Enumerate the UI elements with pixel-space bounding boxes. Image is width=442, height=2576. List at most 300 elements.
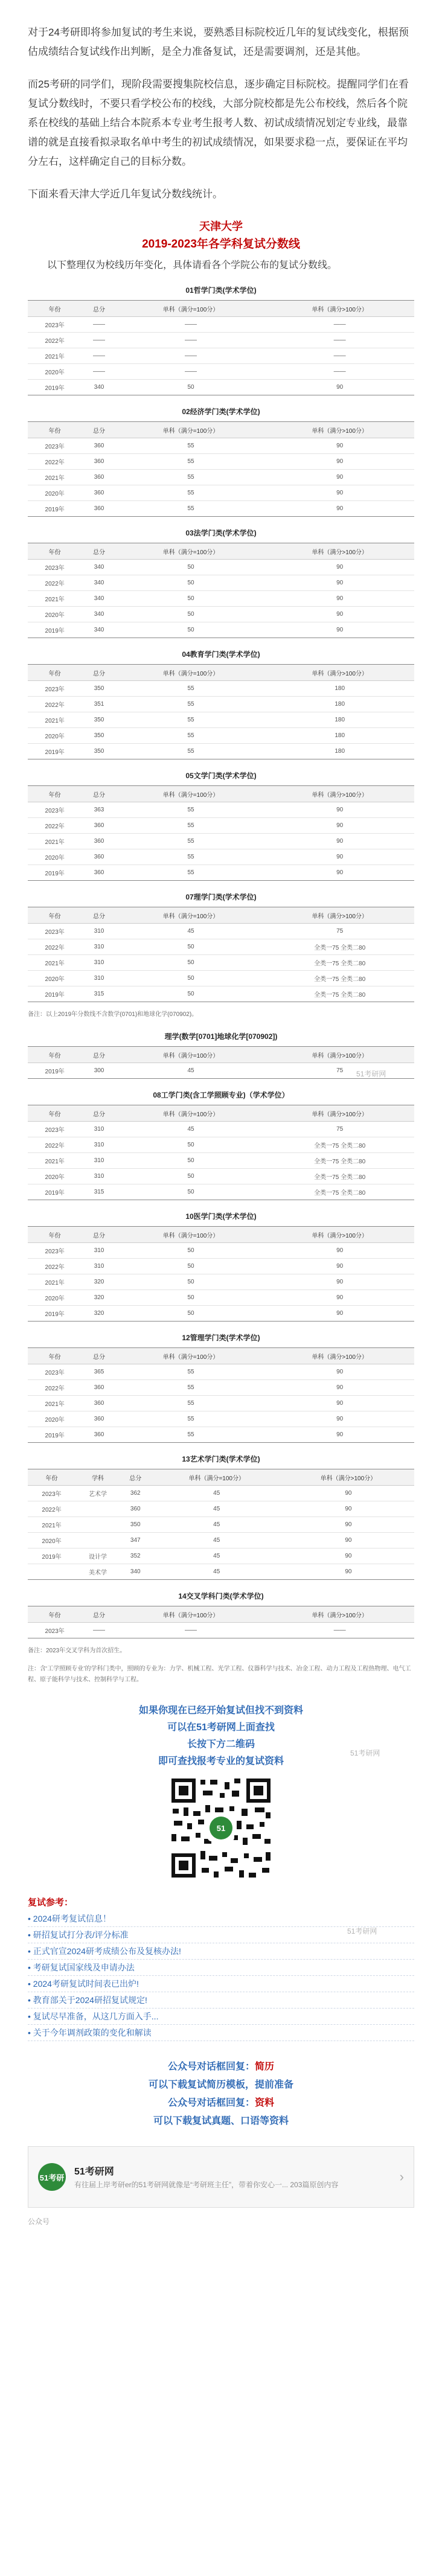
- table-cell: 全类一75 全类二80: [265, 1184, 414, 1200]
- promo-line-1: 如果你现在已经开始复试但找不到资料: [138, 1705, 303, 1716]
- table-cell: 180: [265, 681, 414, 697]
- column-header: 学科: [75, 1469, 120, 1486]
- column-header: 单科（满分=100分）: [117, 301, 266, 317]
- column-header: 单科（满分=100分）: [151, 1469, 283, 1486]
- table-cell: 全类一75 全类二80: [265, 971, 414, 986]
- table-row: [28, 1243, 414, 1259]
- art-section: [28, 1454, 414, 1580]
- dept-title: 08工学门类(含工学照顾专业)（学术学位）: [153, 1091, 289, 1099]
- column-header: 年份: [28, 1348, 82, 1364]
- table-cell: 50: [117, 1184, 266, 1200]
- cross-title: 14交叉学科门类(学术学位): [178, 1592, 264, 1600]
- table-cell: 340: [82, 575, 116, 591]
- table-cell: 45: [151, 1548, 283, 1564]
- column-header: 总分: [82, 786, 116, 802]
- promo-line-4: 即可查找报考专业的复试资料: [158, 1756, 284, 1766]
- table-cell: 50: [117, 380, 266, 395]
- table-cell: 艺术学: [75, 1486, 120, 1501]
- table-cell: 360: [120, 1501, 151, 1517]
- table-row: [28, 1259, 414, 1274]
- column-header: 单科（满分>100分）: [265, 665, 414, 681]
- table-row: [28, 1486, 414, 1501]
- table-cell: 360: [82, 849, 116, 865]
- table-row: [28, 1411, 414, 1427]
- table-cell: 55: [117, 697, 266, 712]
- dept-section: [28, 285, 414, 395]
- cross-table: [28, 1606, 414, 1638]
- column-header: 单科（满分>100分）: [265, 1606, 414, 1623]
- table-row: [28, 865, 414, 881]
- table-row: [28, 712, 414, 728]
- table-row: [28, 1364, 414, 1380]
- promo-line-2: 可以在51考研网上面查找: [167, 1722, 275, 1733]
- table-cell: 2022年: [28, 939, 82, 955]
- table-cell: 2023年: [28, 438, 82, 454]
- table-cell: 55: [117, 728, 266, 744]
- table-cell: 55: [117, 834, 266, 849]
- ref-link[interactable]: • 研招复试打分表/评分标准: [28, 1927, 414, 1943]
- table-cell: 347: [120, 1533, 151, 1548]
- column-header: 年份: [28, 1105, 82, 1122]
- main-title: 2019-2023年各学科复试分数线: [142, 238, 300, 251]
- column-header: 单科（满分=100分）: [117, 1348, 266, 1364]
- table-cell: 55: [117, 1427, 266, 1443]
- column-header: 总分: [82, 422, 116, 438]
- table-row: [28, 438, 414, 454]
- table-cell: 2019年: [28, 744, 82, 759]
- table-row: [28, 1184, 414, 1200]
- table-cell: 90: [265, 1411, 414, 1427]
- column-header: 单科（满分>100分）: [283, 1469, 414, 1486]
- dept-title: 03法学门类(学术学位): [185, 529, 257, 537]
- table-row: [28, 622, 414, 638]
- table-cell: 360: [82, 501, 116, 517]
- table-row: [28, 1380, 414, 1396]
- table-cell: 45: [117, 1122, 266, 1137]
- cross-note-2: 注：含‘工学照顾专业’的学科门类中，照顾的专业为：力学、机械工程、光学工程、仪器科学与技术、冶金工程、动力工程及工程热物理、电气工程、原子能科学与技术、控制科学与工程。: [28, 1666, 411, 1683]
- table-cell: 180: [265, 712, 414, 728]
- table-row: [28, 1533, 414, 1548]
- table-cell: 180: [265, 728, 414, 744]
- score-table: [28, 300, 414, 395]
- column-header: 单科（满分>100分）: [265, 1105, 414, 1122]
- table-row: [28, 501, 414, 517]
- cross-note-1: 备注：2023年交叉学科为首次招生。: [28, 1648, 126, 1654]
- table-cell: 351: [82, 697, 116, 712]
- table-row: [28, 1290, 414, 1306]
- table-cell: 315: [82, 1184, 116, 1200]
- table-row: [28, 364, 414, 380]
- table-cell: 310: [82, 1137, 116, 1153]
- table-row: [28, 575, 414, 591]
- cta2-line: [0, 2094, 442, 2112]
- column-header: 单科（满分=100分）: [117, 543, 266, 560]
- table-cell: 2021年: [28, 712, 82, 728]
- table-cell: 90: [265, 454, 414, 470]
- table-cell: 90: [265, 380, 414, 395]
- table-cell: ——: [265, 364, 414, 380]
- table-cell: 363: [82, 802, 116, 818]
- dept-title: 04教育学门类(学术学位): [182, 650, 260, 659]
- dept-section: [28, 770, 414, 881]
- table-cell: 55: [117, 1396, 266, 1411]
- table-cell: 90: [265, 1427, 414, 1443]
- table-cell: 310: [82, 1259, 116, 1274]
- table-cell: 310: [82, 1122, 116, 1137]
- table-row: [28, 1122, 414, 1137]
- table-cell: 2022年: [28, 1501, 75, 1517]
- table-row: [28, 1306, 414, 1322]
- dept-section: [28, 1332, 414, 1443]
- intro: [0, 0, 442, 204]
- table-row: [28, 971, 414, 986]
- table-cell: 55: [117, 454, 266, 470]
- column-header: 单科（满分>100分）: [265, 1227, 414, 1243]
- table-row: [28, 1137, 414, 1153]
- table-row: [28, 607, 414, 622]
- column-header: 总分: [82, 1047, 116, 1063]
- art-table: [28, 1469, 414, 1580]
- dept-section: [28, 528, 414, 638]
- cta1-line: [0, 2058, 442, 2076]
- table-cell: 2020年: [28, 1290, 82, 1306]
- table-cell: 350: [120, 1517, 151, 1533]
- table-cell: 90: [265, 438, 414, 454]
- table-row: [28, 560, 414, 575]
- table-cell: 362: [120, 1486, 151, 1501]
- table-cell: 310: [82, 971, 116, 986]
- table-cell: 2022年: [28, 1259, 82, 1274]
- section-note: 备注：以上2019年分数线不含数学(0701)和地球化学(070902)。: [28, 1011, 198, 1018]
- table-cell: 55: [117, 712, 266, 728]
- table-cell: 360: [82, 834, 116, 849]
- table-cell: 2019年: [28, 1306, 82, 1322]
- score-table: [28, 543, 414, 638]
- table-row: [28, 802, 414, 818]
- table-row: [28, 1274, 414, 1290]
- table-cell: 50: [117, 607, 266, 622]
- table-cell: 50: [117, 986, 266, 1002]
- column-header: 总分: [82, 1227, 116, 1243]
- ref-link[interactable]: • 考研复试国家线及申请办法: [28, 1960, 414, 1976]
- table-cell: 2021年: [28, 591, 82, 607]
- table-cell: 2022年: [28, 1380, 82, 1396]
- table-row: [28, 1517, 414, 1533]
- dept-title: 理学(数学[0701]地球化学[070902]): [164, 1032, 278, 1041]
- table-cell: 55: [117, 438, 266, 454]
- table-cell: 75: [265, 1063, 414, 1079]
- column-header: 总分: [82, 665, 116, 681]
- table-cell: 90: [283, 1501, 414, 1517]
- table-cell: 90: [265, 818, 414, 834]
- column-header: 单科（满分=100分）: [117, 422, 266, 438]
- dept-section: [28, 1211, 414, 1322]
- table-cell: 180: [265, 697, 414, 712]
- table-cell: 90: [265, 1306, 414, 1322]
- table-cell: 全类一75 全类二80: [265, 1137, 414, 1153]
- table-cell: 340: [82, 622, 116, 638]
- table-cell: 2023年: [28, 1364, 82, 1380]
- table-cell: 310: [82, 955, 116, 971]
- account-name: 51考研网: [74, 2167, 114, 2177]
- table-cell: 352: [120, 1548, 151, 1564]
- table-cell: [75, 1501, 120, 1517]
- table-cell: 全类一75 全类二80: [265, 955, 414, 971]
- table-cell: 45: [151, 1533, 283, 1548]
- table-cell: [75, 1533, 120, 1548]
- table-cell: 90: [283, 1517, 414, 1533]
- table-row: [28, 818, 414, 834]
- table-cell: 全类一75 全类二80: [265, 939, 414, 955]
- intro-p3: 下面来看天津大学近几年复试分数线统计。: [28, 188, 223, 200]
- table-cell: 45: [151, 1501, 283, 1517]
- column-header: 单科（满分=100分）: [117, 907, 266, 924]
- table-cell: 365: [82, 1364, 116, 1380]
- column-header: 单科（满分>100分）: [265, 1348, 414, 1364]
- ref-title: 复试参考：: [28, 1897, 74, 1908]
- column-header: 年份: [28, 543, 82, 560]
- column-header: 年份: [28, 907, 82, 924]
- table-row: [28, 1623, 414, 1638]
- score-table: [28, 1226, 414, 1322]
- table-cell: 2019年: [28, 380, 82, 395]
- dept-section: [28, 1090, 414, 1200]
- ref-link[interactable]: • 关于今年调剂政策的变化和解读: [28, 2025, 414, 2041]
- table-cell: 2023年: [28, 317, 82, 333]
- table-row: [28, 744, 414, 759]
- table-cell: 340: [82, 560, 116, 575]
- ref-link[interactable]: • 正式官宣2024研考成绩公布及复核办法!: [28, 1943, 414, 1960]
- account-card[interactable]: [28, 2146, 414, 2208]
- score-table: [28, 664, 414, 759]
- table-cell: 全类一75 全类二80: [265, 1169, 414, 1184]
- table-cell: ——: [265, 348, 414, 364]
- table-cell: [75, 1517, 120, 1533]
- table-cell: 180: [265, 744, 414, 759]
- table-cell: 75: [265, 924, 414, 939]
- table-cell: 45: [151, 1564, 283, 1580]
- table-cell: 360: [82, 1411, 116, 1427]
- table-cell: 50: [117, 1169, 266, 1184]
- table-cell: 2021年: [28, 1396, 82, 1411]
- column-header: 年份: [28, 1469, 75, 1486]
- table-cell: 2020年: [28, 728, 82, 744]
- dept-title: 05文学门类(学术学位): [185, 772, 257, 780]
- table-cell: 45: [151, 1486, 283, 1501]
- table-cell: 90: [265, 560, 414, 575]
- table-cell: 50: [117, 939, 266, 955]
- table-cell: 340: [120, 1564, 151, 1580]
- column-header: 单科（满分>100分）: [265, 786, 414, 802]
- table-cell: 90: [265, 865, 414, 881]
- table-cell: 310: [82, 1243, 116, 1259]
- table-cell: 90: [265, 1380, 414, 1396]
- table-cell: 340: [82, 591, 116, 607]
- column-header: 年份: [28, 786, 82, 802]
- table-cell: 90: [265, 1290, 414, 1306]
- table-cell: 90: [265, 591, 414, 607]
- cta2-desc: 可以下载复试真题、口语等资料: [153, 2116, 289, 2126]
- dept-title: 07理学门类(学术学位): [185, 893, 257, 901]
- cta: [0, 2058, 442, 2130]
- table-row: [28, 380, 414, 395]
- table-cell: 2022年: [28, 575, 82, 591]
- table-cell: ——: [265, 1623, 414, 1638]
- table-cell: 50: [117, 575, 266, 591]
- table-row: [28, 1427, 414, 1443]
- table-cell: 360: [82, 865, 116, 881]
- column-header: 年份: [28, 1227, 82, 1243]
- qr-code[interactable]: [169, 1776, 273, 1880]
- table-row: [28, 591, 414, 607]
- table-cell: 50: [117, 971, 266, 986]
- table-cell: 2020年: [28, 1411, 82, 1427]
- table-cell: 50: [117, 1243, 266, 1259]
- table-row: [28, 681, 414, 697]
- table-cell: 50: [117, 1153, 266, 1169]
- table-cell: 75: [265, 1122, 414, 1137]
- column-header: 单科（满分>100分）: [265, 301, 414, 317]
- table-cell: 2021年: [28, 1153, 82, 1169]
- watermark: 51考研网: [350, 1749, 380, 1757]
- table-row: [28, 834, 414, 849]
- table-cell: 55: [117, 744, 266, 759]
- table-cell: 2019年: [28, 865, 82, 881]
- table-cell: 2021年: [28, 1274, 82, 1290]
- table-row: [28, 470, 414, 485]
- table-cell: 2020年: [28, 971, 82, 986]
- table-row: [28, 333, 414, 348]
- table-cell: 全类一75 全类二80: [265, 986, 414, 1002]
- table-row: [28, 1564, 414, 1580]
- table-cell: 2019年: [28, 1063, 82, 1079]
- ref-link[interactable]: • 2024考研复试时间表已出炉!: [28, 1976, 414, 1992]
- table-cell: 55: [117, 865, 266, 881]
- table-cell: 350: [82, 712, 116, 728]
- table-cell: 90: [283, 1548, 414, 1564]
- table-cell: 2019年: [28, 1184, 82, 1200]
- table-cell: 50: [117, 560, 266, 575]
- column-header: 年份: [28, 1606, 82, 1623]
- cross-section: [28, 1591, 414, 1638]
- ref-link[interactable]: • 教育部关于2024研招复试规定!: [28, 1992, 414, 2009]
- table-cell: 2020年: [28, 1533, 75, 1548]
- table-cell: 320: [82, 1306, 116, 1322]
- table-cell: 55: [117, 485, 266, 501]
- table-cell: 360: [82, 470, 116, 485]
- table-cell: 55: [117, 501, 266, 517]
- column-header: 单科（满分=100分）: [117, 1227, 266, 1243]
- table-cell: 55: [117, 802, 266, 818]
- table-row: [28, 348, 414, 364]
- column-header: 年份: [28, 1047, 82, 1063]
- table-row: [28, 1501, 414, 1517]
- column-header: 总分: [82, 1606, 116, 1623]
- column-header: 总分: [82, 1348, 116, 1364]
- table-cell: 50: [117, 1137, 266, 1153]
- table-cell: 90: [265, 501, 414, 517]
- table-row: [28, 317, 414, 333]
- promo-line-3: 长按下方二维码: [187, 1739, 255, 1750]
- cta1-keyword: 简历: [255, 2062, 275, 2072]
- table-cell: 2023年: [28, 1486, 75, 1501]
- table-cell: ——: [82, 348, 116, 364]
- table-cell: 90: [265, 575, 414, 591]
- table-cell: 美术学: [75, 1564, 120, 1580]
- dept-title: 02经济学门类(学术学位): [182, 407, 260, 416]
- table-cell: 90: [265, 470, 414, 485]
- table-cell: ——: [117, 364, 266, 380]
- column-header: 单科（满分=100分）: [117, 786, 266, 802]
- ref-link[interactable]: • 2024研考复试信息！: [28, 1911, 414, 1927]
- table-cell: 300: [82, 1063, 116, 1079]
- score-table: [28, 785, 414, 881]
- table-row: [28, 1396, 414, 1411]
- table-cell: 50: [117, 1259, 266, 1274]
- table-cell: 360: [82, 1427, 116, 1443]
- table-cell: 360: [82, 818, 116, 834]
- table-cell: 55: [117, 470, 266, 485]
- column-header: 总分: [82, 301, 116, 317]
- table-cell: 2021年: [28, 955, 82, 971]
- table-cell: 2020年: [28, 485, 82, 501]
- table-cell: 350: [82, 744, 116, 759]
- column-header: 单科（满分=100分）: [117, 665, 266, 681]
- table-cell: 350: [82, 728, 116, 744]
- table-cell: 360: [82, 1396, 116, 1411]
- dept-title: 12管理学门类(学术学位): [182, 1334, 260, 1342]
- table-row: [28, 1169, 414, 1184]
- table-cell: 90: [265, 849, 414, 865]
- score-table: [28, 1105, 414, 1200]
- table-cell: 45: [117, 1063, 266, 1079]
- table-row: [28, 728, 414, 744]
- score-table: [28, 1347, 414, 1443]
- school-title: 天津大学: [199, 220, 243, 232]
- table-cell: 2023年: [28, 1122, 82, 1137]
- table-cell: 50: [117, 622, 266, 638]
- table-cell: 340: [82, 607, 116, 622]
- table-cell: 2023年: [28, 1623, 82, 1638]
- chevron-right-icon: ›: [399, 2169, 404, 2184]
- ref-link[interactable]: • 复试尽早准备，从这几方面入手...: [28, 2009, 414, 2025]
- intro-p1: 对于24考研即将参加复试的考生来说，要熟悉目标院校近几年的复试线变化，根据预估成绩结合复试线作出判断，是全力准备复试，还是需要调剂，还是其他。: [28, 27, 409, 57]
- art-title: 13艺术学门类(学术学位): [182, 1455, 260, 1463]
- table-cell: 2019年: [28, 622, 82, 638]
- table-cell: 2019年: [28, 986, 82, 1002]
- subnote: 以下整理仅为校线历年变化，具体请看各个学院公布的复试分数线。: [47, 260, 338, 270]
- table-cell: 90: [265, 622, 414, 638]
- account-logo: 51考研: [38, 2163, 66, 2191]
- table-cell: 2023年: [28, 1243, 82, 1259]
- score-sections: [0, 285, 442, 1443]
- table-row: [28, 1548, 414, 1564]
- cta1-prefix: 公众号对话框回复：: [167, 2062, 255, 2072]
- table-cell: 90: [283, 1533, 414, 1548]
- dept-section: [28, 406, 414, 517]
- table-cell: 90: [265, 485, 414, 501]
- table-cell: 50: [117, 1306, 266, 1322]
- table-cell: 50: [117, 955, 266, 971]
- table-cell: 90: [265, 802, 414, 818]
- table-cell: ——: [117, 1623, 266, 1638]
- score-table: [28, 421, 414, 517]
- column-header: 单科（满分>100分）: [265, 1047, 414, 1063]
- table-cell: 55: [117, 1411, 266, 1427]
- table-cell: 310: [82, 1169, 116, 1184]
- table-row: [28, 485, 414, 501]
- table-cell: 45: [151, 1517, 283, 1533]
